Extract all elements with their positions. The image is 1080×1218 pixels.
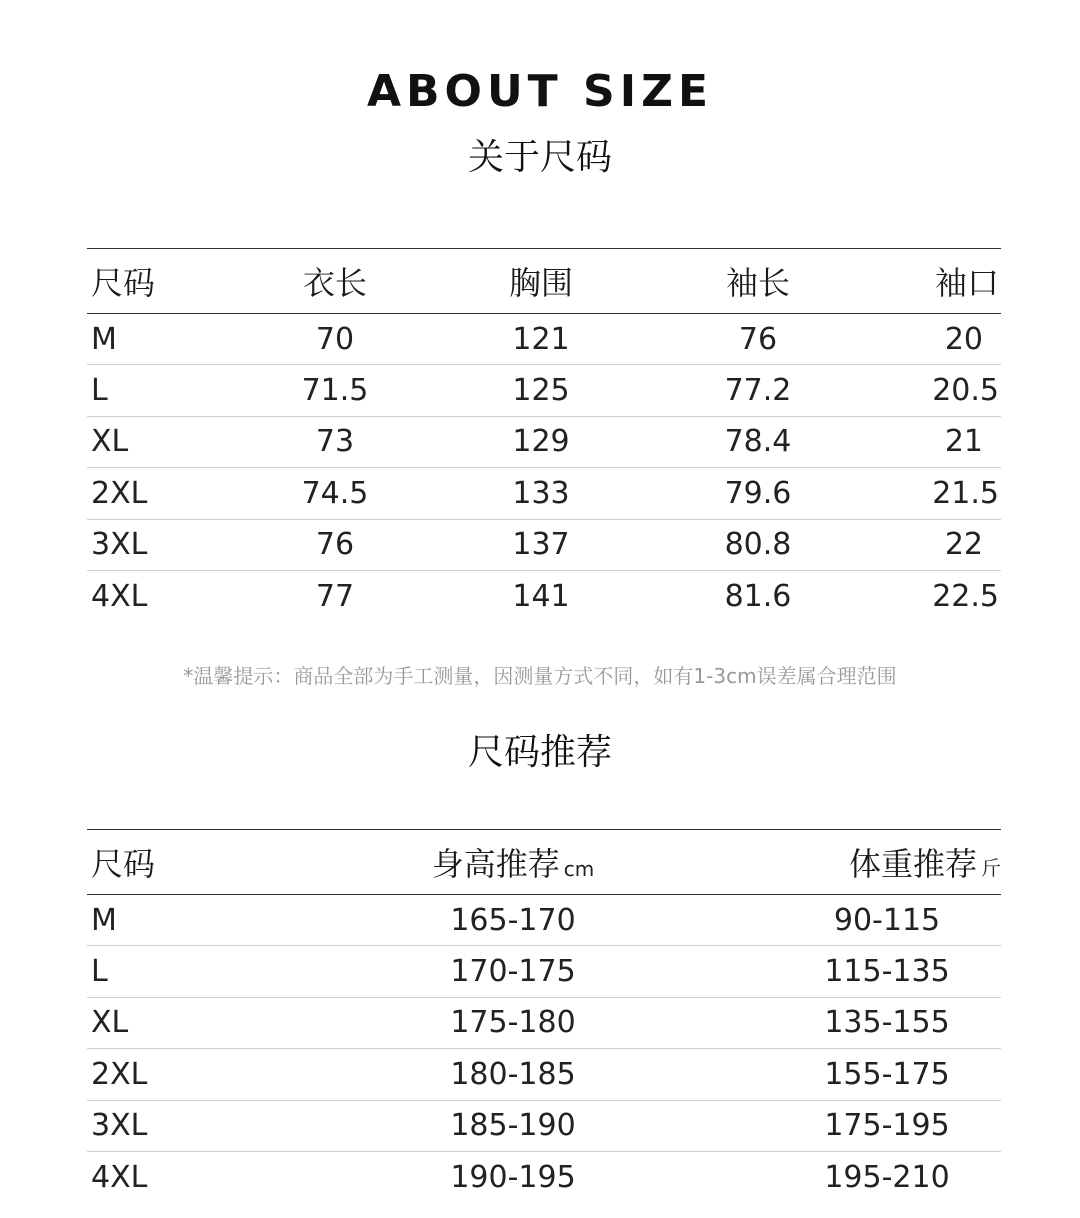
- length-cell: 77: [315, 578, 355, 614]
- column-header-chest: 胸围: [508, 264, 573, 302]
- recommend-title: 尺码推荐: [467, 732, 612, 773]
- column-header-cuff: 袖口: [934, 264, 999, 302]
- length-cell: 70: [315, 321, 355, 357]
- cuff-cell: 22: [944, 527, 983, 563]
- height-header-label: 身高推荐: [431, 845, 560, 883]
- cuff-cell: 21: [944, 424, 983, 460]
- height-cell: 170-175: [450, 954, 576, 990]
- height-unit: cm: [563, 857, 595, 881]
- weight-cell: 90-115: [833, 902, 941, 938]
- size-cell: M: [91, 902, 117, 938]
- size-cell: 3XL: [91, 1108, 148, 1144]
- length-cell: 71.5: [301, 373, 369, 409]
- size-table-header: [87, 249, 1001, 314]
- table-row: [87, 314, 1001, 365]
- table-row: [87, 468, 1001, 519]
- column-header-length: 衣长: [302, 264, 367, 302]
- size-cell: XL: [91, 1005, 129, 1041]
- length-cell: 76: [315, 527, 355, 563]
- weight-cell: 135-155: [824, 1005, 950, 1041]
- size-table: [87, 248, 1001, 621]
- weight-header-label: 体重推荐: [848, 845, 977, 883]
- recommend-table-header: [87, 830, 1001, 895]
- sleeve-cell: 77.2: [724, 373, 792, 409]
- sleeve-cell: 80.8: [724, 527, 792, 563]
- length-cell: 74.5: [301, 475, 369, 511]
- size-cell: 3XL: [91, 527, 148, 563]
- weight-cell: 175-195: [824, 1108, 950, 1144]
- page-title-en: ABOUT SIZE: [366, 66, 714, 117]
- table-row: [87, 895, 1001, 946]
- table-row: [87, 520, 1001, 571]
- column-header-weight: [801, 830, 1001, 894]
- chest-cell: 125: [512, 373, 570, 409]
- chest-cell: 141: [512, 578, 570, 614]
- chest-cell: 133: [512, 475, 570, 511]
- height-cell: 190-195: [450, 1159, 576, 1195]
- chest-cell: 129: [512, 424, 570, 460]
- size-cell: 4XL: [91, 578, 148, 614]
- chest-cell: 121: [512, 321, 570, 357]
- height-cell: 185-190: [450, 1108, 576, 1144]
- sleeve-cell: 81.6: [724, 578, 792, 614]
- column-header-sleeve: 袖长: [725, 264, 790, 302]
- page-title-cn: 关于尺码: [467, 137, 612, 178]
- length-cell: 73: [315, 424, 355, 460]
- table-row: [87, 1049, 1001, 1100]
- chest-cell: 137: [512, 527, 570, 563]
- sleeve-cell: 76: [738, 321, 778, 357]
- size-cell: 2XL: [91, 1056, 148, 1092]
- column-header-size: 尺码: [91, 845, 156, 883]
- column-header-size: 尺码: [91, 264, 156, 302]
- table-row: [87, 365, 1001, 416]
- size-cell: 2XL: [91, 475, 148, 511]
- table-row: [87, 946, 1001, 997]
- table-row: [87, 1101, 1001, 1152]
- height-cell: 175-180: [450, 1005, 576, 1041]
- size-cell: L: [91, 954, 108, 990]
- recommend-table: [87, 829, 1001, 1202]
- cuff-cell: 20: [944, 321, 983, 357]
- size-cell: 4XL: [91, 1159, 148, 1195]
- table-row: [87, 417, 1001, 468]
- weight-cell: 115-135: [824, 954, 950, 990]
- column-header-height: [413, 830, 613, 894]
- table-row: [87, 571, 1001, 621]
- height-cell: 165-170: [450, 902, 576, 938]
- size-cell: XL: [91, 424, 129, 460]
- table-row: [87, 998, 1001, 1049]
- weight-cell: 195-210: [824, 1159, 950, 1195]
- cuff-cell: 21.5: [932, 475, 999, 511]
- weight-unit: 斤: [981, 856, 1001, 880]
- weight-cell: 155-175: [824, 1056, 950, 1092]
- measurement-note: *温馨提示：商品全部为手工测量，因测量方式不同，如有1-3cm误差属合理范围: [183, 664, 897, 688]
- size-cell: L: [91, 373, 108, 409]
- table-row: [87, 1152, 1001, 1202]
- height-cell: 180-185: [450, 1056, 576, 1092]
- sleeve-cell: 78.4: [724, 424, 792, 460]
- sleeve-cell: 79.6: [724, 475, 792, 511]
- size-cell: M: [91, 321, 117, 357]
- cuff-cell: 22.5: [932, 578, 999, 614]
- cuff-cell: 20.5: [932, 373, 999, 409]
